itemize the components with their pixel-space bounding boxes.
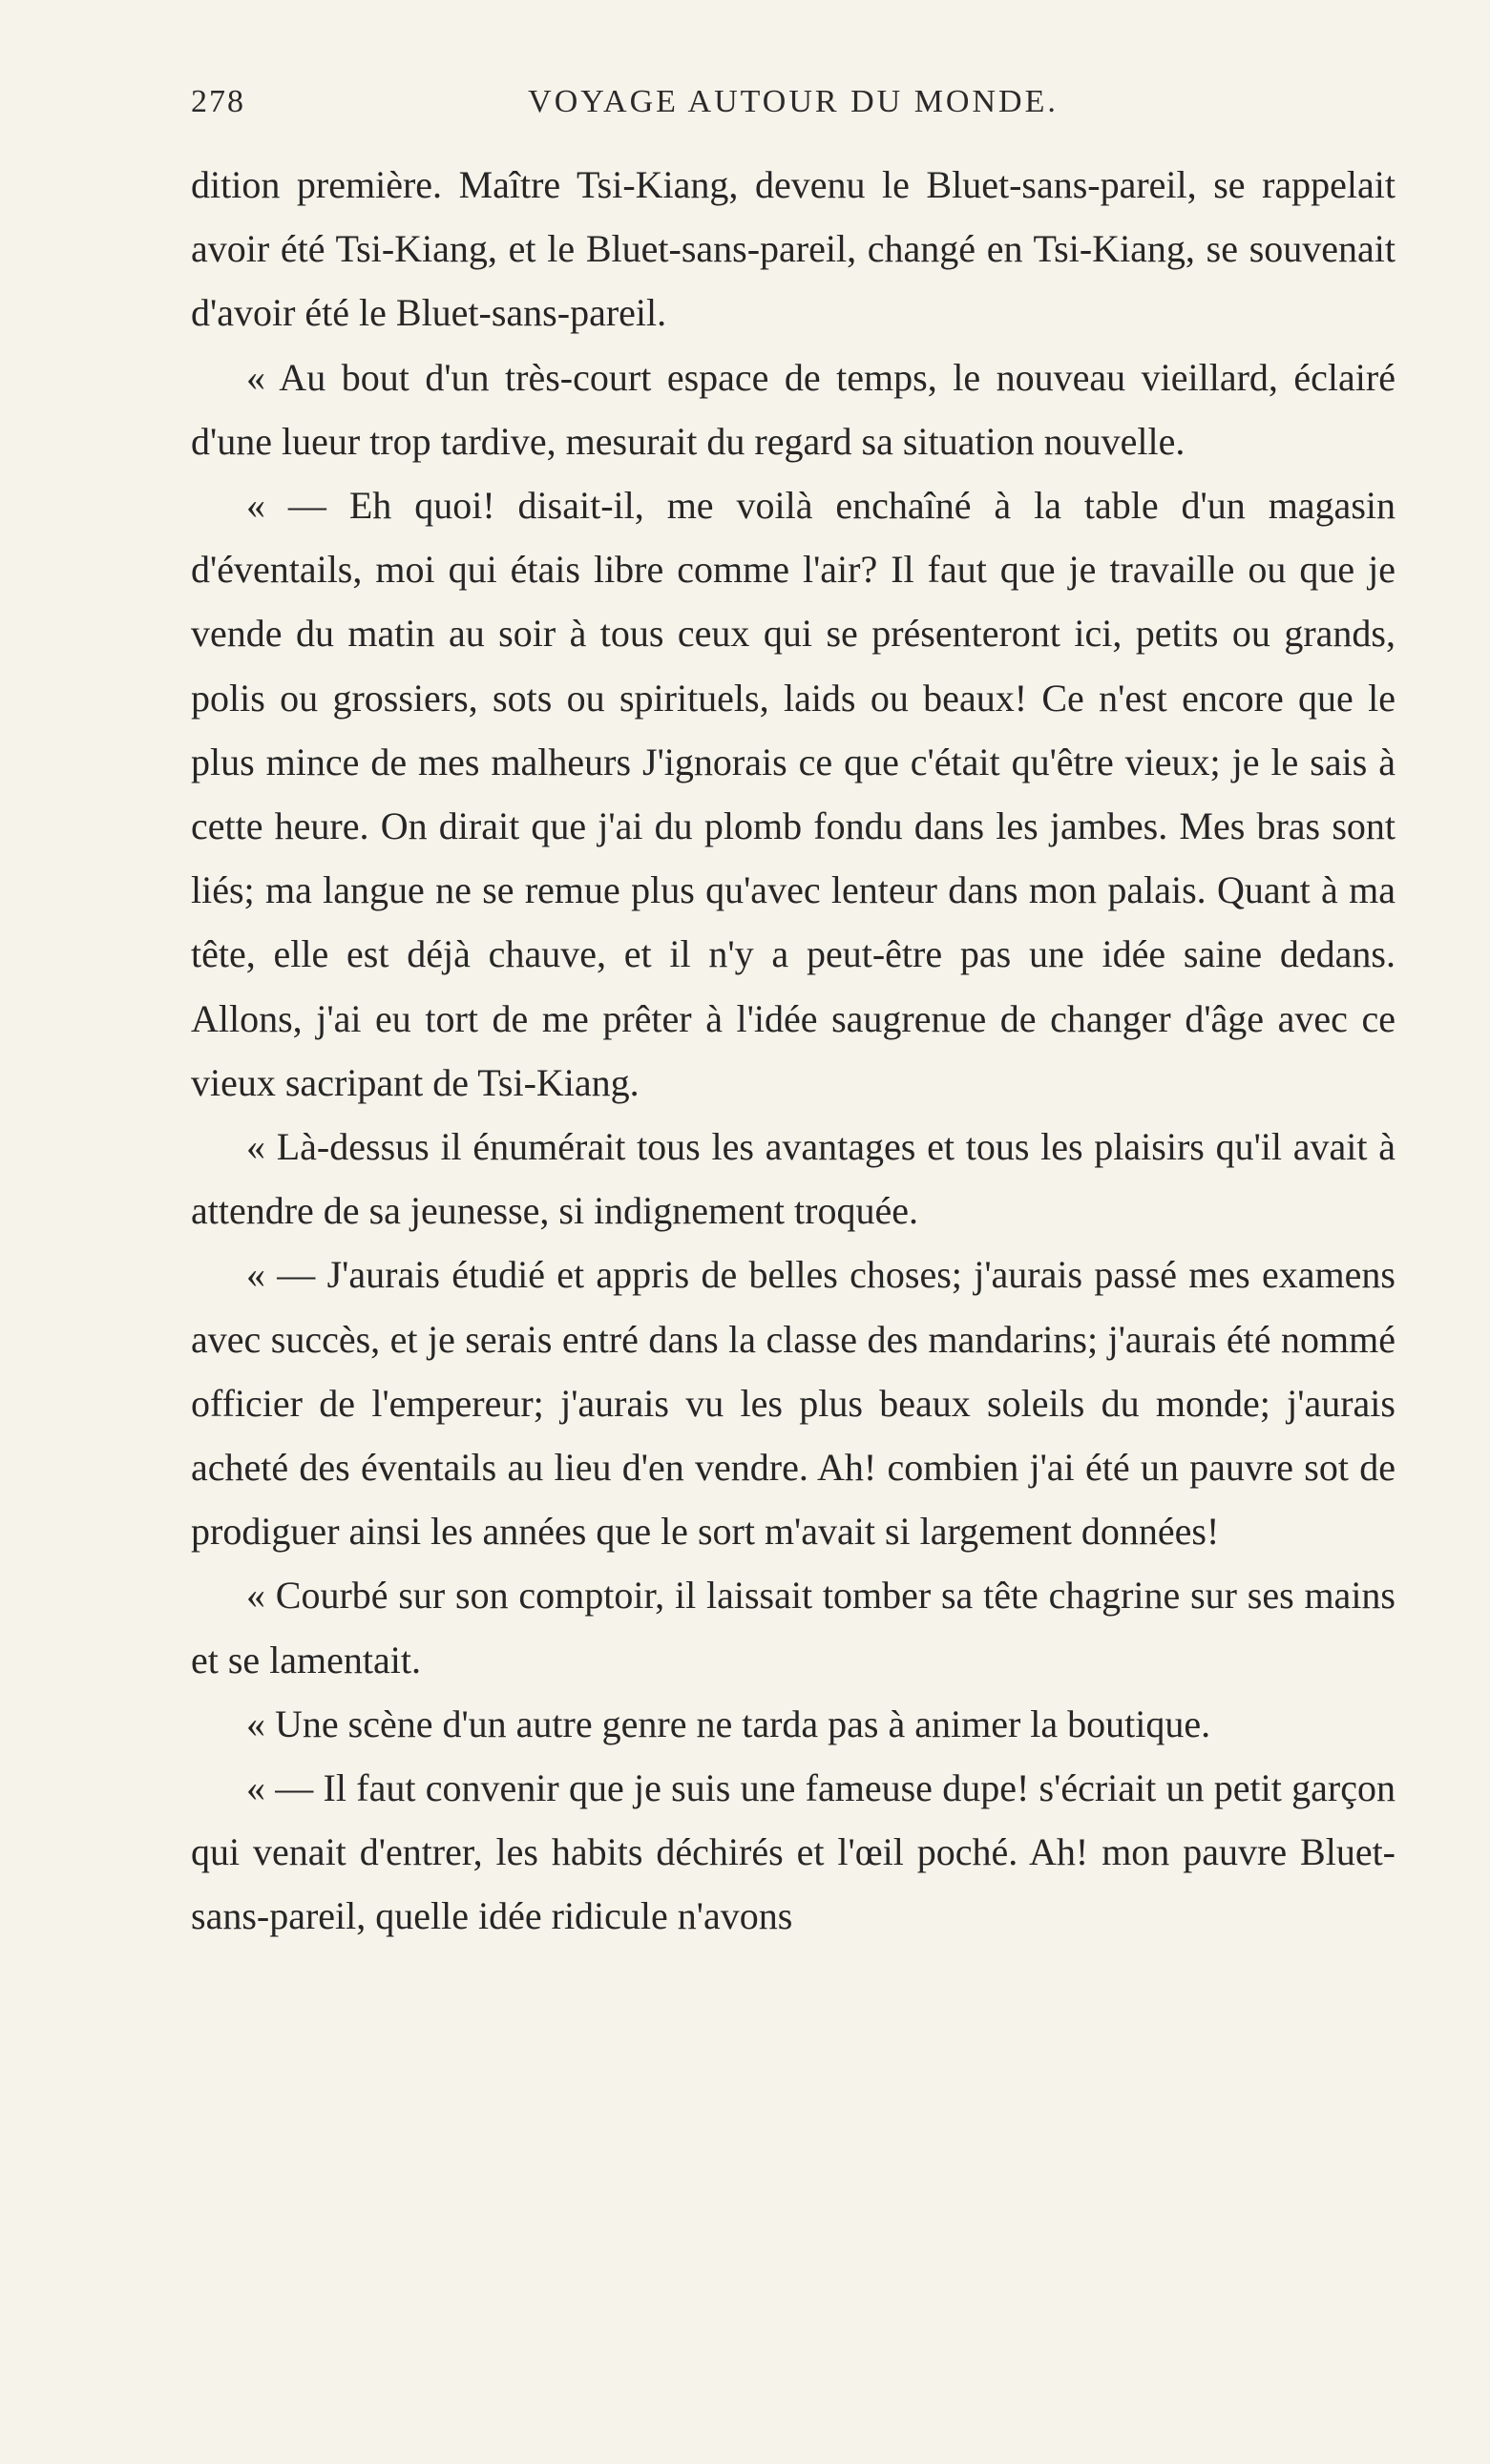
paragraph-6: « Courbé sur son comptoir, il laissait tomber sa tête chagrine sur ses mains et se lamentait. [191, 1574, 1396, 1681]
paragraph-2: « Au bout d'un très-court espace de temps, le nouveau vieillard, éclairé d'une lueur trop tardive, mesurait du regard sa situation nouvelle. [191, 355, 1396, 463]
paragraph-4: « Là-dessus il énumérait tous les avantages et tous les plaisirs qu'il avait à attendre de sa jeunesse, si indignement troquée. [191, 1125, 1396, 1233]
page-number: 278 [191, 84, 245, 119]
running-title: VOYAGE AUTOUR DU MONDE. [528, 84, 1059, 119]
paragraph-3: « — Eh quoi! disait-il, me voilà enchaîné à la table d'un magasin d'éventails, moi qui étais libre comme l'air? Il faut que je travaille ou que je vende du matin au soir à tous ceux qui se présenteront ici, petits ou grands, polis ou grossiers, sots ou spirituels, laids ou beaux! Ce n'est encore que le plus mince de mes malheurs J'ignorais ce que c'était qu'être vieux; je le sais à cette heure. On dirait que j'ai du plomb fondu dans les jambes. Mes bras sont liés; ma langue ne se remue plus qu'avec lenteur dans mon palais. Quant à ma tête, elle est déjà chauve, et il n'y a peut-être pas une idée saine dedans. Allons, j'ai eu tort de me prêter à l'idée saugrenue de changer d'âge avec ce vieux sacripant de Tsi-Kiang. [191, 484, 1396, 1104]
body-text [191, 153, 1396, 1949]
paragraph-5: « — J'aurais étudié et appris de belles choses; j'aurais passé mes examens avec succès, et je serais entré dans la classe des mandarins; j'aurais été nommé officier de l'empereur; j'aurais vu les plus beaux soleils du monde; j'aurais acheté des éventails au lieu d'en vendre. Ah! combien j'ai été un pauvre sot de prodiguer ainsi les années que le sort m'avait si largement données! [191, 1253, 1396, 1554]
paragraph-7: « Une scène d'un autre genre ne tarda pas à animer la boutique. [246, 1702, 1211, 1745]
paragraph-8: « — Il faut convenir que je suis une fameuse dupe! s'écriait un petit garçon qui venait d'entrer, les habits déchirés et l'œil poché. Ah! mon pauvre Bluet-sans-pareil, quelle idée ridicule n'avons [191, 1766, 1396, 1938]
running-head [191, 84, 1396, 130]
paragraph-1: dition première. Maître Tsi-Kiang, devenu le Bluet-sans-pareil, se rappelait avoir été Tsi-Kiang, et le Bluet-sans-pareil, changé en Tsi-Kiang, se souvenait d'avoir été le Bluet-sans-pareil. [191, 163, 1396, 335]
